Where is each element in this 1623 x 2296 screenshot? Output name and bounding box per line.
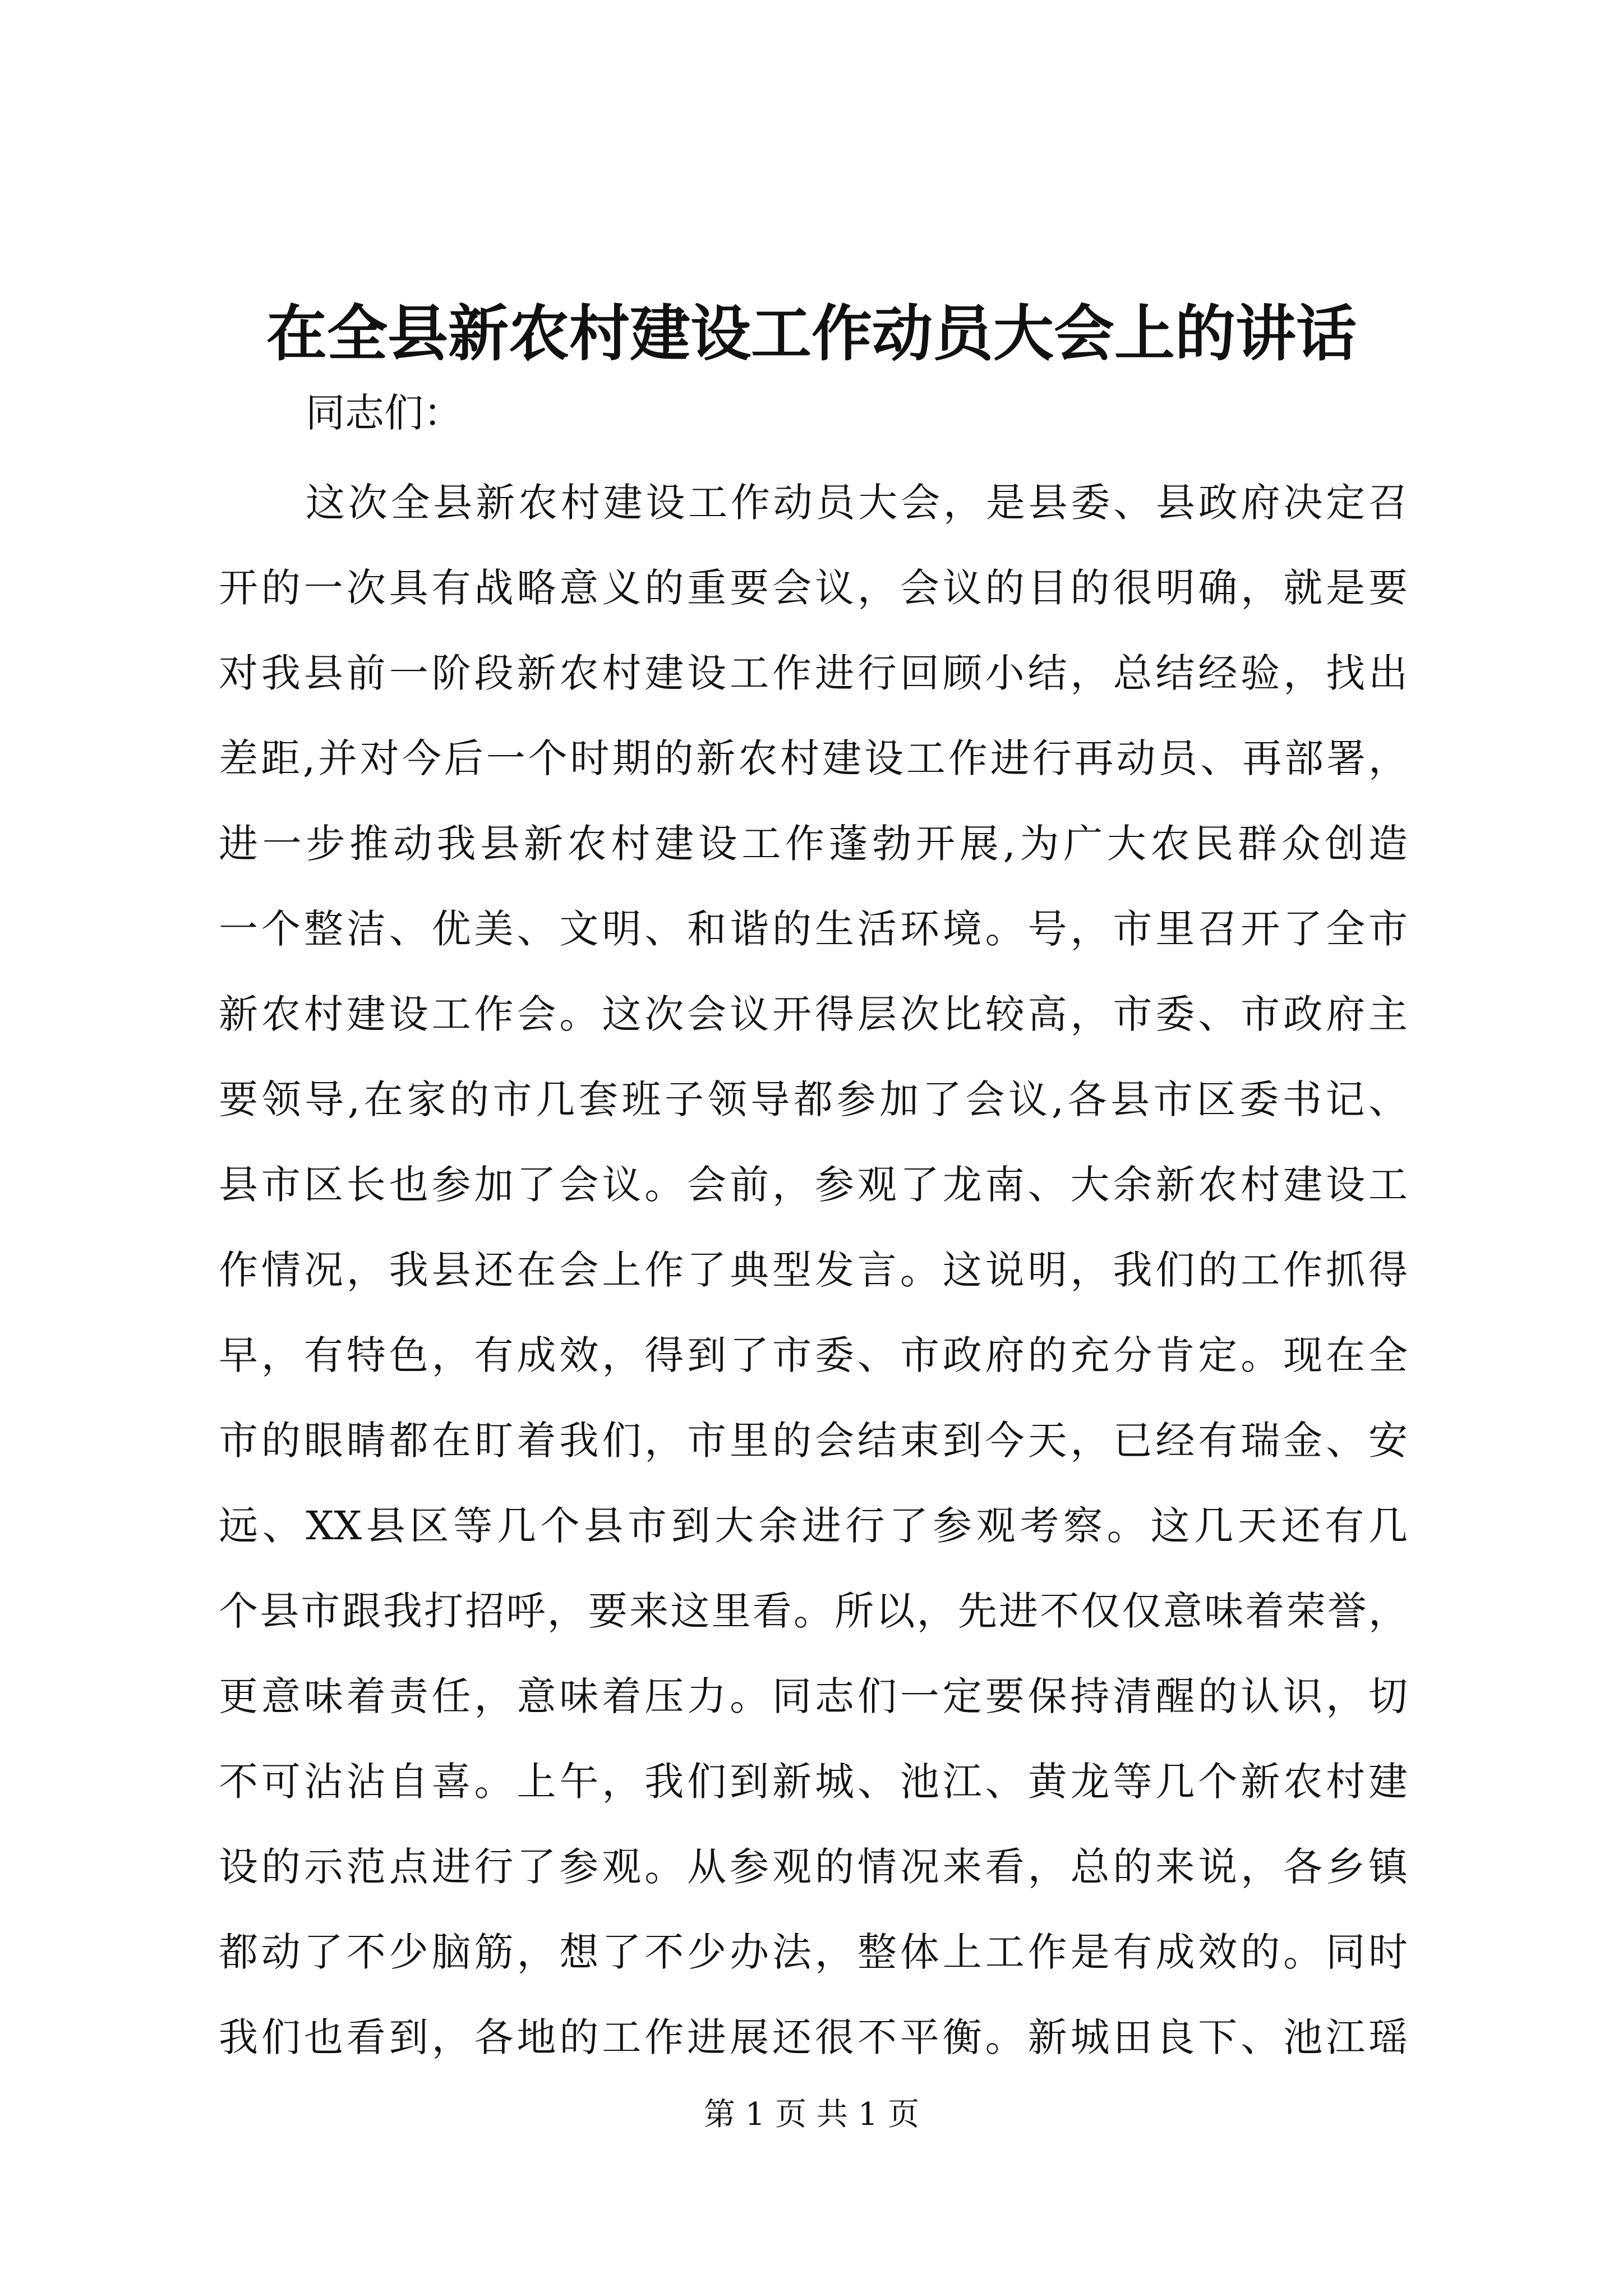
salutation: 同志们： <box>306 390 463 436</box>
body-line: 不可沾沾自喜。上午，我们到新城、池江、黄龙等几个新农村建 <box>219 1759 1408 1805</box>
body-line: 要领导,在家的市几套班子领导都参加了会议,各县市区委书记、 <box>219 1076 1408 1122</box>
body-line: 县市区长也参加了会议。会前，参观了龙南、大余新农村建设工 <box>219 1162 1408 1208</box>
body-line: 更意味着责任，意味着压力。同志们一定要保持清醒的认识，切 <box>219 1673 1408 1719</box>
body-line: 对我县前一阶段新农村建设工作进行回顾小结，总结经验，找出 <box>219 650 1408 696</box>
body-line: 一个整洁、优美、文明、和谐的生活环境。号，市里召开了全市 <box>219 906 1408 952</box>
body-line: 进一步推动我县新农村建设工作蓬勃开展,为广大农民群众创造 <box>219 821 1408 867</box>
body-line: 都动了不少脑筋，想了不少办法，整体上工作是有成效的。同时 <box>219 1929 1408 1975</box>
body-line: 差距,并对今后一个时期的新农村建设工作进行再动员、再部署， <box>219 735 1408 781</box>
body-line: 个县市跟我打招呼，要来这里看。所以，先进不仅仅意味着荣誉， <box>219 1588 1408 1634</box>
body-line: 作情况，我县还在会上作了典型发言。这说明，我们的工作抓得 <box>219 1247 1408 1293</box>
body-line: 这次全县新农村建设工作动员大会，是县委、县政府决定召 <box>306 480 1408 526</box>
body-text <box>219 460 1408 2080</box>
body-line: 设的示范点进行了参观。从参观的情况来看，总的来说，各乡镇 <box>219 1844 1408 1890</box>
body-line: 远、XX县区等几个县市到大余进行了参观考察。这几天还有几 <box>219 1503 1408 1549</box>
body-line: 开的一次具有战略意义的重要会议，会议的目的很明确，就是要 <box>219 565 1408 611</box>
body-line: 市的眼睛都在盯着我们，市里的会结束到今天，已经有瑞金、安 <box>219 1418 1408 1464</box>
body-line: 新农村建设工作会。这次会议开得层次比较高，市委、市政府主 <box>219 991 1408 1037</box>
document-title: 在全县新农村建设工作动员大会上的讲话 <box>266 298 1357 369</box>
page-number-footer: 第 1 页 共 1 页 <box>703 2096 920 2133</box>
body-line: 我们也看到，各地的工作进展还很不平衡。新城田良下、池江瑶 <box>219 2014 1408 2060</box>
body-line: 早，有特色，有成效，得到了市委、市政府的充分肯定。现在全 <box>219 1332 1408 1378</box>
